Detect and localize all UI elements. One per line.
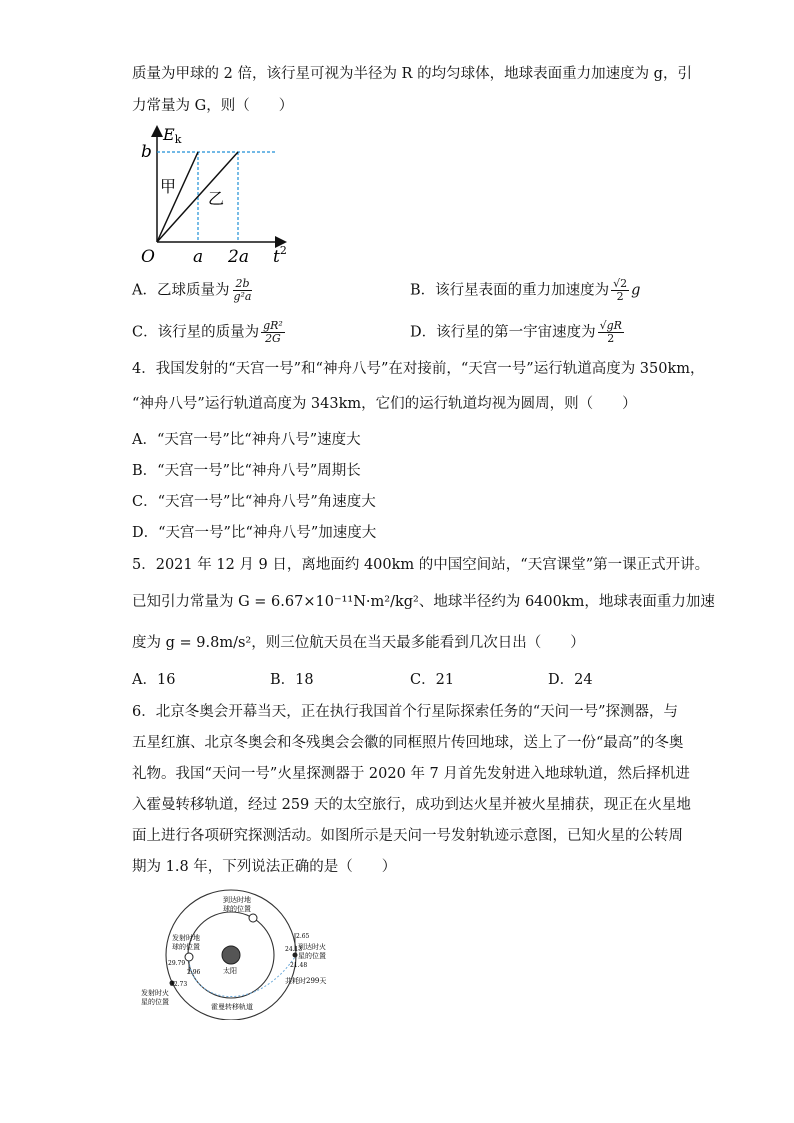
q5-option-c: C．21 — [410, 672, 455, 688]
q4-option-a: A．“天宫一号”比“神舟八号”速度大 — [132, 432, 361, 448]
arrive-mars-label-1: 到达时火 — [298, 943, 326, 951]
jia-label: 甲 — [160, 177, 177, 196]
velocity-2-96: 2.96 — [187, 969, 201, 976]
sun-label: 太阳 — [223, 967, 237, 975]
arrive-earth-dot — [249, 914, 257, 922]
q6-line-3: 礼物。我国“天问一号”火星探测器于 2020 年 7 月首先发射进入地球轨道，然后择机进 — [132, 766, 690, 782]
q5-option-d: D．24 — [548, 672, 593, 688]
y-axis-label: Ek — [163, 125, 182, 146]
launch-mars-label-1: 发射时火 — [141, 989, 169, 997]
q4-option-b: B．“天宫一号”比“神舟八号”周期长 — [132, 463, 361, 479]
q5-line-2: 已知引力常量为 G = 6.67×10⁻¹¹N·m²/kg²、地球半径约为 6400km，地球表面重力加速 — [132, 594, 715, 610]
q5-line-3: 度为 g = 9.8m/s²，则三位航天员在当天最多能看到几次日出（ ） — [132, 635, 585, 651]
b-label: b — [141, 142, 152, 162]
q6-line-4: 入霍曼转移轨道，经过 259 天的太空旅行，成功到达火星并被火星捕获，现正在火星地 — [132, 797, 691, 813]
launch-earth-dot — [185, 953, 193, 961]
q4-line-2: “神舟八号”运行轨道高度为 343km，它们的运行轨道均视为圆周，则（ ） — [132, 396, 637, 412]
sun-icon — [222, 946, 240, 964]
q5-option-a: A．16 — [132, 672, 176, 688]
arrive-earth-label-2: 球的位置 — [223, 905, 251, 913]
arrive-earth-label-1: 到达时地 — [223, 896, 251, 904]
orbit-diagram — [135, 885, 360, 1020]
velocity-32-73: 32.73 — [170, 981, 188, 988]
2a-label: 2a — [228, 247, 249, 267]
q5-line-1: 5．2021 年 12 月 9 日，离地面约 400km 的中国空间站，“天宫课堂”第一课正式开讲。 — [132, 557, 710, 573]
jia-line — [157, 152, 198, 242]
velocity-2-65: 2.65 — [296, 933, 310, 940]
q4-option-c: C．“天宫一号”比“神舟八号”角速度大 — [132, 494, 376, 510]
hohmann-label: 霍曼转移轨道 — [211, 1003, 253, 1011]
launch-mars-label-2: 星的位置 — [141, 998, 169, 1006]
q3-line-1: 质量为甲球的 2 倍，该行星可视为半径为 R 的均匀球体，地球表面重力加速度为 g，引 — [132, 66, 692, 82]
velocity-21-48: 21.48 — [290, 962, 308, 969]
q6-line-5: 面上进行各项研究探测活动。如图所示是天问一号发射轨迹示意图，已知火星的公转周 — [132, 828, 683, 844]
q3-line-2: 力常量为 G，则（ ） — [132, 98, 294, 114]
origin-label: O — [141, 247, 155, 267]
q3-option-b: B．该行星表面的重力加速度为 $\frac{√2}{2}$ g — [410, 277, 641, 303]
q4-line-1: 4．我国发射的“天宫一号”和“神舟八号”在对接前，“天宫一号”运行轨道高度为 350km， — [132, 361, 705, 377]
hohmann-orbit — [189, 957, 295, 997]
q3-option-d: D．该行星的第一宇宙速度为 $\frac{√gR}{2}$ — [410, 319, 622, 345]
arrive-mars-dot — [293, 953, 298, 958]
x-axis-label: $t^2$ — [273, 244, 287, 267]
launch-earth-label-2: 球的位置 — [172, 943, 200, 951]
velocity-24-13: 24.13 — [285, 946, 303, 953]
launch-earth-label-1: 发射时地 — [172, 934, 200, 942]
yi-label: 乙 — [208, 189, 225, 208]
q6-line-1: 6．北京冬奥会开幕当天，正在执行我国首个行星际探索任务的“天问一号”探测器，与 — [132, 704, 679, 720]
q3-option-c: C．该行星的质量为 $\frac{\text{gR²}}{2G}$ — [132, 319, 283, 345]
arrive-mars-label-2: 星的位置 — [298, 952, 326, 960]
q6-line-6: 期为 1.8 年，下列说法正确的是（ ） — [132, 859, 397, 875]
q3-option-a: A．乙球质量为 $\frac{2b}{\text{g²a}}$ — [132, 277, 252, 303]
q4-option-d: D．“天宫一号”比“神舟八号”加速度大 — [132, 525, 377, 541]
velocity-29-79: 29.79 — [168, 960, 186, 967]
ek-t2-graph — [132, 124, 292, 270]
q5-option-b: B．18 — [270, 672, 314, 688]
q6-line-2: 五星红旗、北京冬奥会和冬残奥会会徽的同框照片传回地球，送上了一份“最高”的冬奥 — [132, 735, 684, 751]
a-label: a — [193, 247, 204, 267]
duration-label: 共耗时299天 — [285, 977, 327, 985]
